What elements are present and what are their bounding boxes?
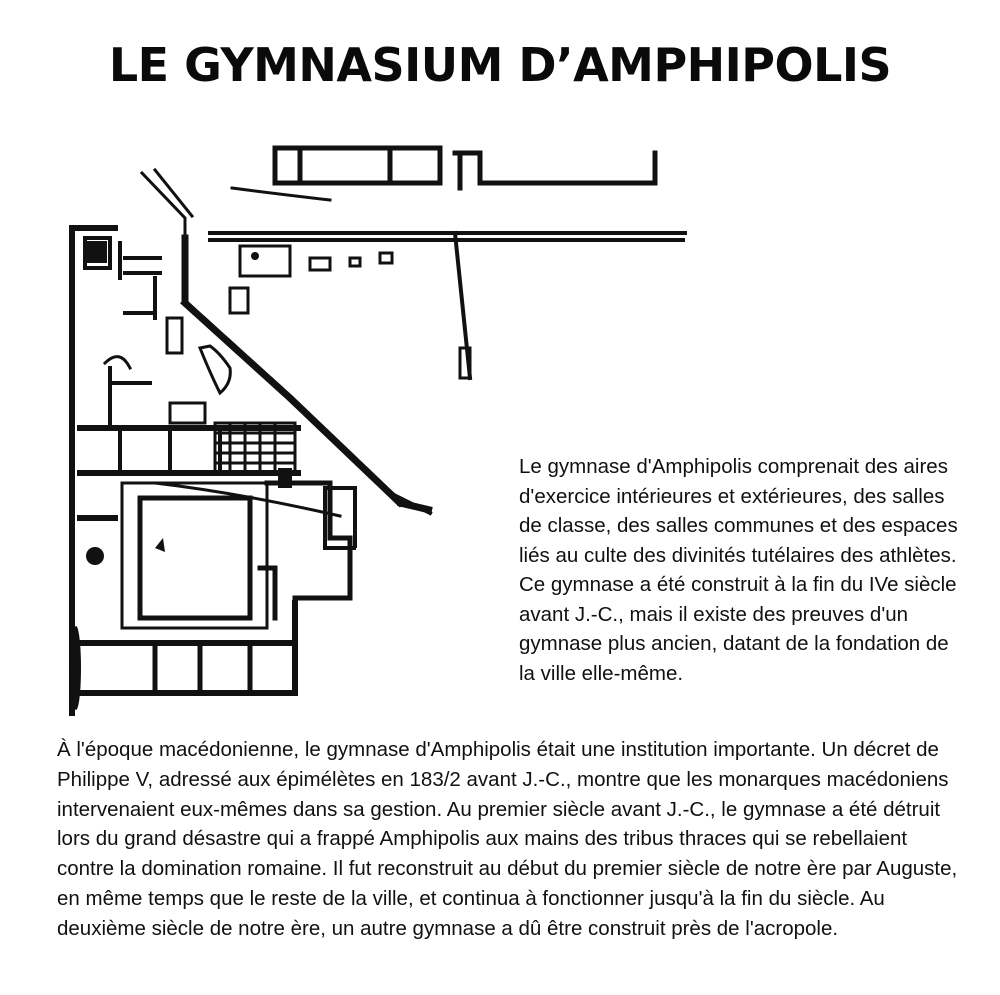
south-rooms: [155, 643, 250, 693]
diagonal-road: [142, 170, 430, 510]
side-paragraph-text: Le gymnase d'Amphipolis comprenait des aires d'exercice intérieures et extérieures, des salles de classe, des salles communes et des espaces liés au culte des divinités tutélaires des athlètes. Ce gymnase a été construit à la fin du IVe siècle avant J.-C., mais il existe des preuves d'un gymnase plus ancien, datant de la fondation de la ville elle-même.: [519, 455, 958, 685]
scattered-ruins: [105, 246, 470, 393]
side-paragraph: [519, 452, 959, 688]
main-paragraph-text: À l'époque macédonienne, le gymnase d'Amphipolis était une institution importante. Un décret de Philippe V, adressé aux épimélètes en 183/2 avant J.-C., montre que les monarques macédoniens intervenaient eux-mêmes dans sa gestion. Au premier siècle avant J.-C., le gymnase a été détruit lors du grand désastre qui a frappé Amphipolis aux mains des tribus thraces qui se rebellaient contre la domination romaine. Il fut reconstruit au début du premier siècle de notre ère par Auguste, en même temps que le reste de la ville, et continua à fonctionner jusqu'à la fin du siècle. Au deuxième siècle de notre ère, un autre gymnase a dû être construit près de l'acropole.: [57, 738, 958, 940]
east-annex: [155, 483, 430, 548]
main-paragraph: [57, 735, 962, 944]
palaestra: [122, 483, 350, 628]
north-boundary: [210, 233, 685, 378]
west-rooms: [85, 238, 220, 473]
north-curve: [232, 188, 330, 200]
page-title: LE GYMNASIUM D’AMPHIPOLIS: [108, 38, 892, 92]
north-rooms: [275, 148, 655, 188]
